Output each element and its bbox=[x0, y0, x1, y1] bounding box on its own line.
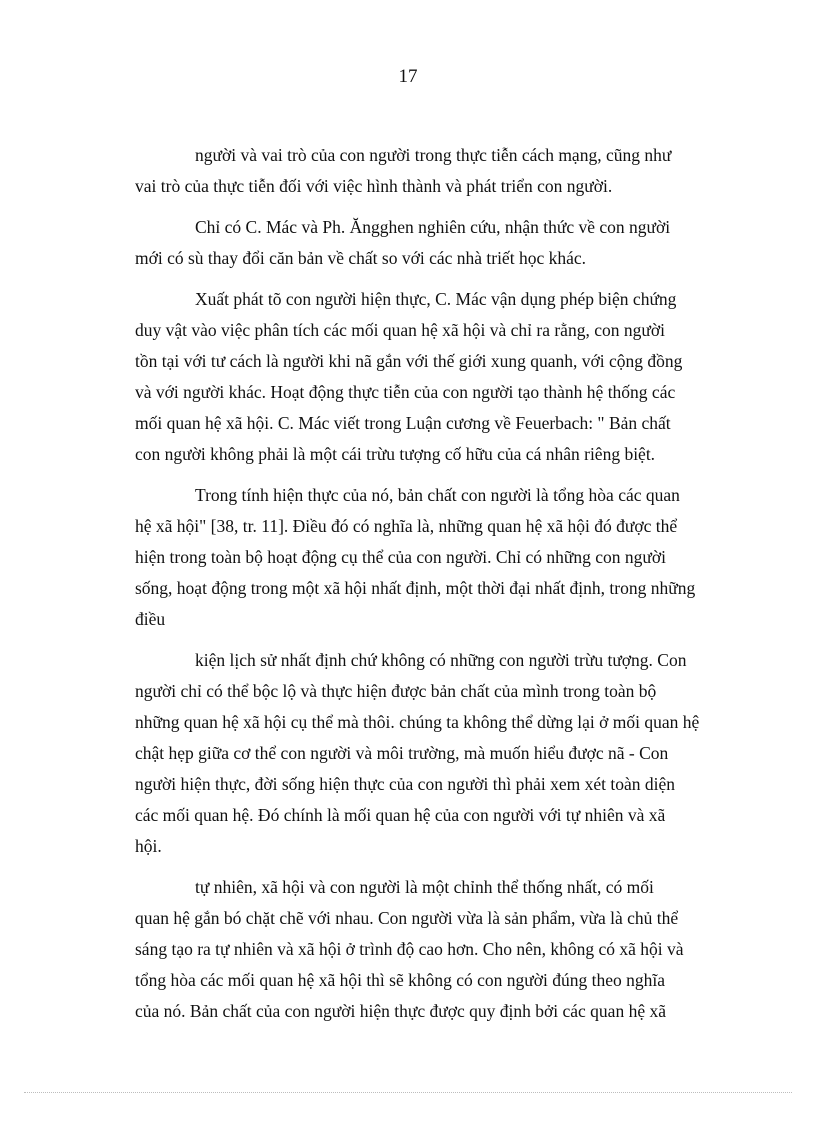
text-line: Xuất phát tõ con người hiện thực, C. Mác vận dụng phép biện chứng bbox=[195, 289, 677, 309]
text-line: người và vai trò của con người trong thực tiễn cách mạng, cũng như bbox=[195, 145, 672, 165]
text-line: điều bbox=[135, 609, 166, 629]
text-line: mối quan hệ xã hội. C. Mác viết trong Luận cương về Feuerbach: " Bản chất bbox=[135, 413, 671, 433]
paragraph bbox=[135, 140, 767, 202]
page-bottom-divider bbox=[24, 1092, 792, 1093]
text-line: người hiện thực, đời sống hiện thực của con người thì phải xem xét toàn diện bbox=[135, 774, 676, 794]
text-line: Trong tính hiện thực của nó, bản chất con người là tổng hòa các quan bbox=[195, 485, 680, 505]
paragraph bbox=[135, 645, 767, 862]
text-line: người chỉ có thể bộc lộ và thực hiện được bản chất của mình trong toàn bộ bbox=[135, 681, 657, 701]
text-line: mới có sù thay đổi căn bản về chất so với các nhà triết học khác. bbox=[135, 248, 586, 268]
body-text bbox=[135, 140, 767, 1037]
paragraph bbox=[135, 872, 767, 1027]
paragraph bbox=[135, 212, 767, 274]
text-line: Chỉ có C. Mác và Ph. Ăngghen nghiên cứu, nhận thức về con người bbox=[195, 217, 671, 237]
text-line: quan hệ gắn bó chặt chẽ với nhau. Con người vừa là sản phẩm, vừa là chủ thể bbox=[135, 908, 679, 928]
text-line: tồn tại với tư cách là người khi nã gắn với thế giới xung quanh, với cộng đồng bbox=[135, 351, 683, 371]
paragraph bbox=[135, 480, 767, 635]
paragraph bbox=[135, 284, 767, 470]
text-line: vai trò của thực tiễn đối với việc hình thành và phát triển con người. bbox=[135, 176, 613, 196]
text-line: tự nhiên, xã hội và con người là một chỉnh thể thống nhất, có mối bbox=[195, 877, 654, 897]
text-line: và với người khác. Hoạt động thực tiễn của con người tạo thành hệ thống các bbox=[135, 382, 676, 402]
text-line: kiện lịch sử nhất định chứ không có những con người trừu tượng. Con bbox=[195, 650, 687, 670]
text-line: của nó. Bản chất của con người hiện thực được quy định bởi các quan hệ xã bbox=[135, 1001, 666, 1021]
text-line: các mối quan hệ. Đó chính là mối quan hệ của con người với tự nhiên và xã bbox=[135, 805, 666, 825]
text-line: hệ xã hội" [38, tr. 11]. Điều đó có nghĩa là, những quan hệ xã hội đó được thể bbox=[135, 516, 678, 536]
text-line: sáng tạo ra tự nhiên và xã hội ở trình độ cao hơn. Cho nên, không có xã hội và bbox=[135, 939, 684, 959]
text-line: hội. bbox=[135, 836, 162, 856]
page-number: 17 bbox=[398, 66, 418, 87]
text-line: con người không phải là một cái trừu tượng cố hữu của cá nhân riêng biệt. bbox=[135, 444, 656, 464]
text-line: duy vật vào việc phân tích các mối quan hệ xã hội và chỉ ra rằng, con người bbox=[135, 320, 665, 340]
text-line: hiện trong toàn bộ hoạt động cụ thể của con người. Chỉ có những con người bbox=[135, 547, 667, 567]
text-line: tổng hòa các mối quan hệ xã hội thì sẽ không có con người đúng theo nghĩa bbox=[135, 970, 666, 990]
text-line: những quan hệ xã hội cụ thể mà thôi. chúng ta không thể dừng lại ở mối quan hệ bbox=[135, 712, 700, 732]
text-line: sống, hoạt động trong một xã hội nhất định, một thời đại nhất định, trong những bbox=[135, 578, 696, 598]
text-line: chật hẹp giữa cơ thể con người và môi trường, mà muốn hiểu được nã - Con bbox=[135, 743, 669, 763]
